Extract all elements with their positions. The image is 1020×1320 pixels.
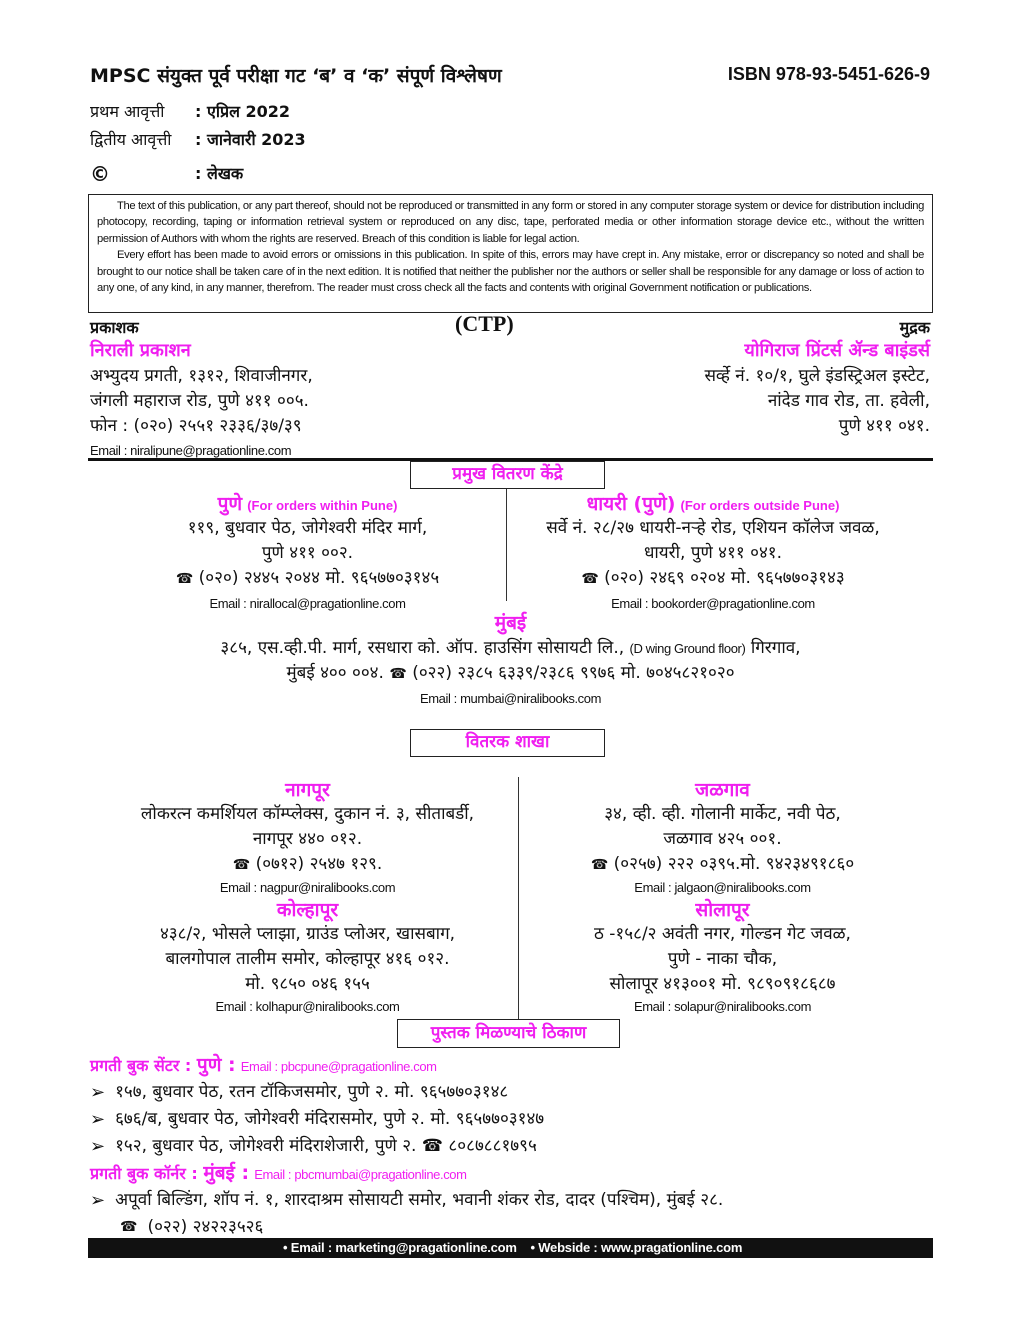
branch-jalgaon [520,778,925,898]
branches-heading: वितरक शाखा [410,729,605,757]
branch-kolhapur [100,898,515,1017]
distribution-mumbai [88,610,933,709]
city-name: पुणे [217,493,243,515]
address-line: ठ -१५८/२ अवंती नगर, गोल्डन गेट जवळ, [594,924,851,944]
list-item [90,1187,930,1214]
shop-title: प्रगती बुक सेंटर : [90,1056,197,1075]
shop-city: मुंबई : [203,1162,250,1184]
address-line: मुंबई ४०० ००४. [286,663,384,683]
email: Email : jalgaon@niralibooks.com [634,880,811,895]
phone: (०७१२) २५४७ १२९. [255,854,383,874]
phone: सोलापूर ४१३००१ मो. ९८९०९१८६८७ [609,974,836,994]
email: Email : solapur@niralibooks.com [633,999,812,1014]
book-title: MPSC संयुक्त पूर्व परीक्षा गट ‘ब’ व ‘क’ संपूर्ण विश्लेषण [90,65,502,87]
phone-icon: ☎ [232,857,251,873]
publisher-email: Email : niralipune@pragationline.com [90,443,292,458]
printer-block [704,338,930,439]
address-line: नागपूर ४४० ०१२. [252,829,363,849]
edition-value: : जानेवारी 2023 [195,130,306,149]
publisher-phone: फोन : (०२०) २५५१ २३३६/३७/३९ [90,416,302,436]
arrow-bullet-icon: ➢ [90,1190,106,1211]
publisher-name: निराली प्रकाशन [90,340,191,361]
branch-nagpur [100,778,515,898]
edition-label: प्रथम आवृत्ती [90,102,165,121]
edition-label: द्वितीय आवृत्ती [90,130,172,149]
publisher-line: अभ्युदय प्रगती, १३१२, शिवाजीनगर, [90,366,313,386]
email: Email : nirallocal@pragationline.com [209,596,406,611]
shop-phone: (०२२) २४२२३५२६ [147,1217,264,1237]
phone-icon: ☎ [590,857,609,873]
distribution-heading: प्रमुख वितरण केंद्रे [410,461,605,489]
shops-pune [90,1052,930,1241]
shop-city: पुणे : [196,1054,236,1076]
list-item [90,1106,930,1133]
list-item [90,1079,930,1106]
city-name: कोल्हापूर [276,899,339,921]
shop-address: अपूर्वा बिल्डिंग, शॉप नं. १, शारदाश्रम सोसायटी समोर, भवानी शंकर रोड, दादर (पश्चिम), मुंबई २८. [115,1190,724,1210]
disclaimer-paragraph: The text of this publication, or any part thereof, should not be reproduced or transmitted in any form or stored in any computer storage system or device for distribution including photocopy, recording, taping or information retrieval system or reproduced on any disc, tape, perforated media or other information storage device etc., without the written permission of Authors with whom the rights are reserved. Breach of this condition is liable for legal action. [97,200,924,245]
address-line: धायरी, पुणे ४११ ०४१. [643,543,783,563]
city-name: सोलापूर [695,899,750,921]
address-line: ३८५, एस.व्ही.पी. मार्ग, रसधारा को. ऑप. हाउसिंग सोसायटी लि., [220,638,625,658]
ctp-label: (CTP) [455,311,514,336]
editions [90,98,306,188]
phone: (०२२) २३८५ ६३३९/२३८६ ९९७६ मो. ७०४५८२१०२० [412,663,735,683]
disclaimer-paragraph: Every effort has been made to avoid errors or omissions in this publication. In spite of this, errors may have crept in. Any mistake, error or discrepancy so noted and shall be brought to our notice shall be taken care of in the next edition. It is notified that neither the publisher nor the authors or seller shall be responsible for any damage or loss of action to any one, of any kind, in any manner, therefrom. The reader must cross check all the facts and contents with original Government notification or publications. [97,249,924,295]
address-line: ४३८/२, भोसले प्लाझा, ग्राउंड प्लोअर, खासबाग, [159,924,456,944]
address-line: ३४, व्ही. व्ही. गोलानी मार्केट, नवी पेठ, [604,804,841,824]
edition-value: : लेखक [195,164,244,183]
shop-address: ६७६/ब, बुधवार पेठ, जोगेश्वरी मंदिरासमोर, पुणे २. मो. ९६५७७०३१४७ [115,1109,545,1129]
printer-name: योगिराज प्रिंटर्स ॲन्ड बाइंडर्स [744,340,930,361]
email: Email : kolhapur@niralibooks.com [215,999,400,1014]
shop-email: Email : pbcpune@pragationline.com [240,1059,437,1074]
phone: (०२०) २४४५ २०४४ मो. ९६५७७०३१४५ [198,568,440,588]
phone-icon: ☎ [389,666,407,682]
list-item [90,1133,930,1160]
printer-line: पुणे ४११ ०४१. [838,416,930,436]
shop-title: प्रगती बुक कॉर्नर : [90,1164,204,1183]
copyright-icon: © [90,162,110,186]
address-note: (D wing Ground floor) [629,641,746,656]
address-line: सर्वे नं. २८/२७ धायरी-नऱ्हे रोड, एशियन कॉलेज जवळ, [546,518,880,538]
phone: (०२०) २४६९ ०२०४ मो. ९६५७७०३१४३ [604,568,845,588]
publisher-line: जंगली महाराज रोड, पुणे ४११ ००५. [90,391,309,411]
address-line: ११९, बुधवार पेठ, जोगेश्वरी मंदिर मार्ग, [187,518,428,538]
city-name: धायरी (पुणे) [586,493,676,515]
address-line: पुणे ४११ ००२. [261,543,354,563]
publisher-block [90,338,313,461]
shop-email: Email : pbcmumbai@pragationline.com [254,1167,467,1182]
list-item [90,1214,930,1241]
address-line: लोकरत्न कमर्शियल कॉम्प्लेक्स, दुकान नं. ३, सीताबर्डी, [140,804,475,824]
footer-email[interactable]: • Email : marketing@pragationline.com [283,1240,517,1255]
footer-bar [88,1238,933,1258]
footer-website[interactable]: • Webside : www.pragationline.com [530,1240,743,1255]
arrow-bullet-icon: ➢ [90,1082,106,1103]
phone-icon: ☎ [175,571,194,587]
address-line: जळगाव ४२५ ००१. [663,829,782,849]
address-line: पुणे - नाका चौक, [667,949,778,969]
city-name: नागपूर [285,779,330,801]
divider [518,777,519,1019]
distribution-dhayari [508,490,918,614]
distribution-pune [110,490,505,614]
city-note: (For orders within Pune) [247,498,398,513]
phone: मो. ९८५० ०४६ १५५ [245,974,370,994]
publisher-heading: प्रकाशक [90,318,139,337]
edition-value: : एप्रिल 2022 [195,102,291,121]
address-line: गिरगाव, [750,638,801,658]
email: Email : nagpur@niralibooks.com [219,880,396,895]
email: Email : bookorder@pragationline.com [611,596,815,611]
phone-icon: ☎ [581,571,599,587]
city-note: (For orders outside Pune) [680,498,840,513]
arrow-bullet-icon: ➢ [90,1109,106,1130]
phone-icon: ☎ [120,1219,138,1235]
city-name: मुंबई [494,612,527,634]
shops-heading: पुस्तक मिळण्याचे ठिकाण [397,1019,620,1048]
printer-line: नांदेड गाव रोड, ता. हवेली, [767,391,930,411]
isbn: ISBN 978-93-5451-626-9 [727,64,930,84]
email: Email : mumbai@niralibooks.com [419,691,602,706]
divider [506,489,507,601]
arrow-bullet-icon: ➢ [90,1136,106,1157]
printer-line: सर्व्हे नं. १०/१, घुले इंडस्ट्रिअल इस्टेट, [704,366,930,386]
shop-address: १५७, बुधवार पेठ, रतन टॉकिजसमोर, पुणे २. मो. ९६५७७०३१४८ [115,1082,509,1102]
address-line: बालगोपाल तालीम समोर, कोल्हापूर ४१६ ०१२. [165,949,450,969]
shop-address: १५२, बुधवार पेठ, जोगेश्वरी मंदिराशेजारी, पुणे २. ☎ ८०८७८८१७९५ [115,1136,537,1156]
phone: (०२५७) २२२ ०३९५.मो. ९४२३४९१८६० [613,854,855,874]
branch-solapur [520,898,925,1017]
city-name: जळगाव [695,779,750,801]
disclaimer-box [88,194,933,313]
printer-heading: मुद्रक [899,318,930,337]
